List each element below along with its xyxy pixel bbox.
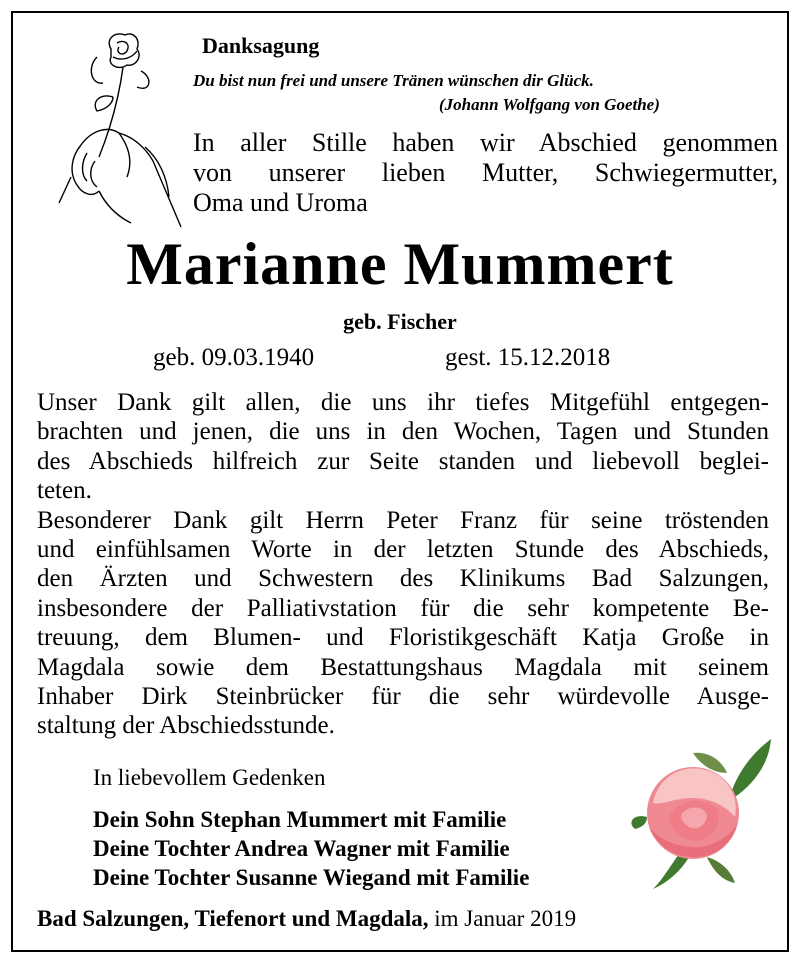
thanks-text xyxy=(37,388,769,741)
thanks-line: insbesondere der Palliativstation für die sehr kompetente Be- xyxy=(37,594,769,622)
thanks-line: des Abschieds hilfreich zur Seite standen und liebevoll beglei- xyxy=(37,447,769,475)
obituary-notice xyxy=(11,11,789,952)
maiden-name: geb. Fischer xyxy=(343,309,457,334)
thanks-line: Besonderer Dank gilt Herrn Peter Franz für seine tröstenden xyxy=(37,506,769,534)
thanks-line: staltung der Abschiedsstunde. xyxy=(37,712,335,740)
intro-line: Oma und Uroma xyxy=(193,188,368,217)
quote-author: (Johann Wolfgang von Goethe) xyxy=(439,95,660,114)
date: im Januar 2019 xyxy=(434,906,577,931)
death-date: gest. 15.12.2018 xyxy=(445,344,611,371)
notice-heading: Danksagung xyxy=(202,33,320,58)
place: Bad Salzungen, Tiefenort und Magdala, xyxy=(37,906,429,931)
family-member: Deine Tochter Andrea Wagner mit Familie xyxy=(93,836,510,861)
rose-leaf xyxy=(707,857,735,883)
intro-text xyxy=(193,128,778,218)
pink-rose-icon xyxy=(623,733,773,893)
family-member: Deine Tochter Susanne Wiegand mit Familie xyxy=(93,865,530,890)
family-member: Dein Sohn Stephan Mummert mit Familie xyxy=(93,807,507,832)
thanks-line: Unser Dank gilt allen, die uns ihr tiefes Mitgefühl entgegen- xyxy=(37,389,769,416)
thanks-line: den Ärzten und Schwestern des Klinikums Bad Salzungen, xyxy=(37,565,769,593)
hand-holding-rose-icon xyxy=(41,27,191,233)
thanks-line: teten. xyxy=(37,477,92,505)
thanks-line: Inhaber Dirk Steinbrücker für die sehr würdevolle Ausge- xyxy=(37,683,769,711)
rose-leaf xyxy=(631,816,647,829)
place-and-date xyxy=(37,906,576,932)
thanks-line: Magdala sowie dem Bestattungshaus Magdala mit seinem xyxy=(37,653,769,681)
signoff: In liebevollem Gedenken xyxy=(93,765,326,790)
deceased-name: Marianne Mummert xyxy=(126,231,674,297)
thanks-line: treuung, dem Blumen- und Floristikgeschäft Katja Große in xyxy=(37,624,769,652)
family-list xyxy=(93,805,529,892)
thanks-line: und einfühlsamen Worte in der letzten Stunde des Abschieds, xyxy=(37,536,769,564)
thanks-line: brachten und jenen, die uns in den Wochen, Tagen und Stunden xyxy=(37,418,769,446)
birth-date: geb. 09.03.1940 xyxy=(153,344,315,371)
intro-line: von unserer lieben Mutter, Schwiegermutter, xyxy=(193,158,778,187)
intro-line: In aller Stille haben wir Abschied genommen xyxy=(193,128,778,157)
rose-leaf xyxy=(731,739,771,797)
goethe-quote: Du bist nun frei und unsere Tränen wünschen dir Glück. xyxy=(193,71,594,90)
